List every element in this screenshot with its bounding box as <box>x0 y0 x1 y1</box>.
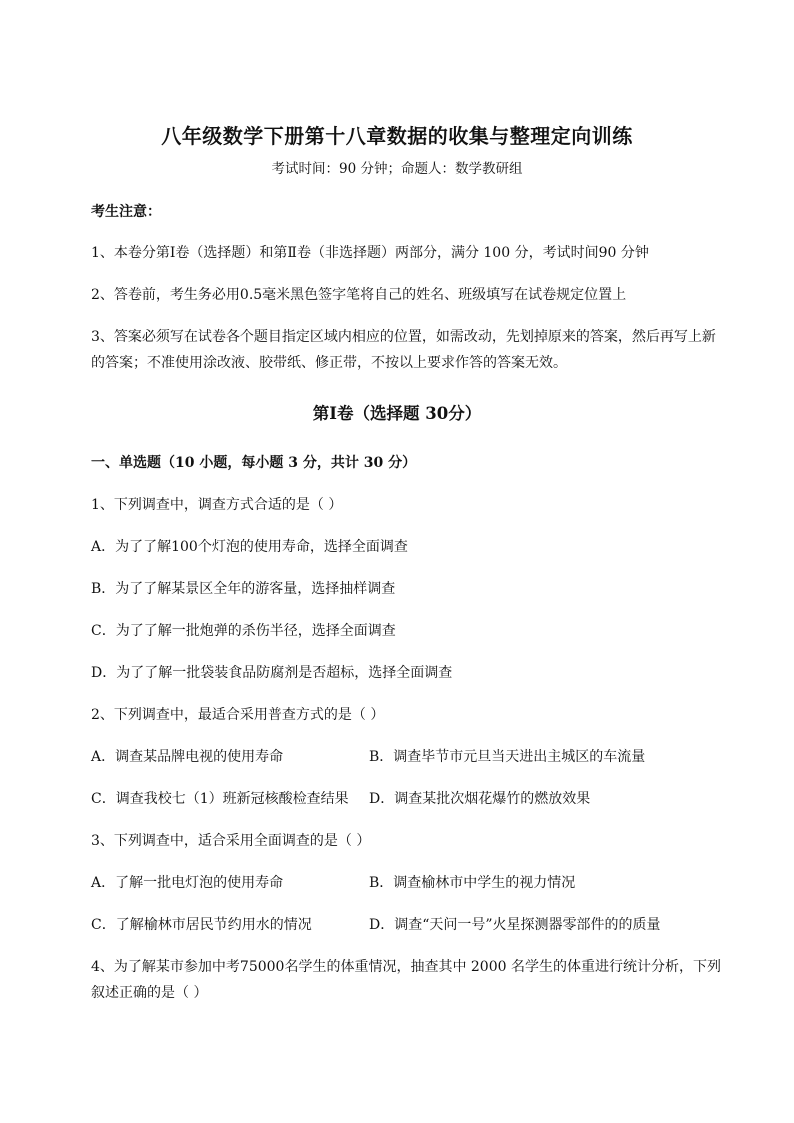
page-title: 八年级数学下册第十八章数据的收集与整理定向训练 <box>161 124 633 148</box>
question-3-option-d: D．调查“天问一号”火星探测器零部件的的质量 <box>369 917 661 933</box>
question-2-stem: 2、下列调查中，最适合采用普查方式的是（ ） <box>91 707 385 723</box>
question-1-option-a: A．为了了解100个灯泡的使用寿命，选择全面调查 <box>91 539 408 555</box>
question-2-option-b: B．调查毕节市元旦当天进出主城区的车流量 <box>369 749 646 765</box>
question-1-option-b: B．为了了解某景区全年的游客量，选择抽样调查 <box>91 581 396 597</box>
question-2-option-a: A．调查某品牌电视的使用寿命 <box>91 749 284 765</box>
question-3-option-c: C．了解榆林市居民节约用水的情况 <box>91 917 312 933</box>
question-3-stem: 3、下列调查中，适合采用全面调查的是（ ） <box>91 833 371 849</box>
question-1-option-c: C．为了了解一批炮弹的杀伤半径，选择全面调查 <box>91 623 396 639</box>
question-3-option-b: B．调查榆林市中学生的视力情况 <box>369 875 576 891</box>
exam-info: 考试时间：90 分钟；命题人：数学教研组 <box>271 161 523 177</box>
notice-item-3: 3、答案必须写在试卷各个题目指定区域内相应的位置，如需改动，先划掉原来的答案，然后再写上新 <box>91 329 716 345</box>
section-title: 第Ⅰ卷（选择题 30分） <box>312 404 482 423</box>
question-4-stem-cont: 叙述正确的是（ ） <box>91 985 208 1001</box>
question-3-option-a: A．了解一批电灯泡的使用寿命 <box>91 875 284 891</box>
question-2-option-d: D．调查某批次烟花爆竹的燃放效果 <box>369 791 591 807</box>
notice-item-3-cont: 的答案；不准使用涂改液、胶带纸、修正带，不按以上要求作答的答案无效。 <box>91 355 567 371</box>
notice-heading: 考生注意： <box>91 204 161 220</box>
notice-item-2: 2、答卷前，考生务必用0.5毫米黑色签字笔将自己的姓名、班级填写在试卷规定位置上 <box>91 287 627 303</box>
part-heading: 一、单选题（10 小题，每小题 3 分，共计 30 分） <box>91 455 417 471</box>
notice-item-1: 1、本卷分第Ⅰ卷（选择题）和第Ⅱ卷（非选择题）两部分，满分 100 分，考试时间90 分钟 <box>91 245 649 261</box>
question-4-stem: 4、为了解某市参加中考75000名学生的体重情况，抽查其中 2000 名学生的体重进行统计分析，下列 <box>91 959 721 975</box>
question-2-option-c: C．调查我校七（1）班新冠核酸检查结果 <box>91 791 349 807</box>
question-1-stem: 1、下列调查中，调查方式合适的是（ ） <box>91 497 343 513</box>
question-1-option-d: D．为了了解一批袋装食品防腐剂是否超标，选择全面调查 <box>91 665 453 681</box>
